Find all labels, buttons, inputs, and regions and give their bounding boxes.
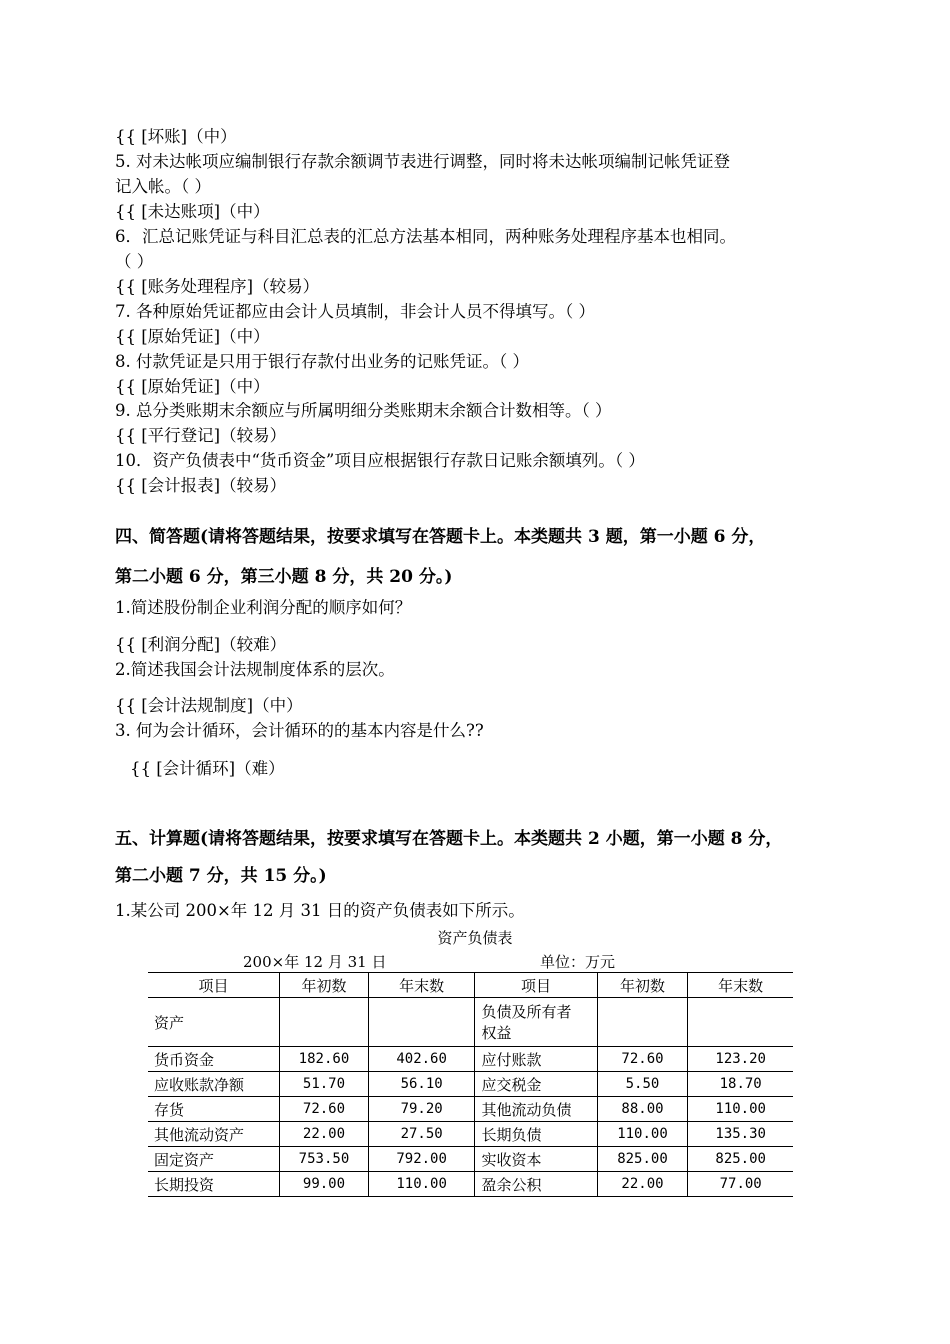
table-row — [148, 1172, 793, 1197]
item-cell: 固定资产 — [148, 1147, 280, 1172]
section-5-heading: 五、计算题(请将答题结果，按要求填写在答题卡上。本类题共 2 小题，第一小题 8 分， — [115, 829, 783, 849]
value-cell: 72.60 — [597, 1047, 688, 1072]
group-label-line: 权益 — [481, 1024, 512, 1042]
header-cell: 项目 — [475, 973, 597, 998]
question-5-line1: 5. 对未达帐项应编制银行存款余额调节表进行调整，同时将未达帐项编制记帐凭证登 — [115, 152, 730, 171]
question-8: 8. 付款凭证是只用于银行存款付出业务的记账凭证。（ ） — [115, 352, 529, 371]
item-cell: 应收账款净额 — [148, 1072, 280, 1097]
value-cell: 402.60 — [368, 1047, 475, 1072]
item-cell: 盈余公积 — [475, 1172, 597, 1197]
question-6-line2: （ ） — [115, 252, 154, 271]
table-row — [148, 1047, 793, 1072]
section-5-question-1: 1.某公司 200×年 12 月 31 日的资产负债表如下所示。 — [115, 901, 525, 920]
group-label-line: 负债及所有者 — [481, 1003, 572, 1021]
tag-line: {{ [账务处理程序]（较易） — [115, 277, 320, 296]
balance-sheet-table — [148, 972, 793, 1197]
table-row — [148, 1147, 793, 1172]
item-cell: 长期负债 — [475, 1122, 597, 1147]
item-cell: 应交税金 — [475, 1072, 597, 1097]
table-row — [148, 1072, 793, 1097]
table-title: 资产负债表 — [437, 929, 513, 947]
tag-line: {{ [利润分配]（较难） — [115, 635, 287, 654]
section-4-question-2: 2.简述我国会计法规制度体系的层次。 — [115, 660, 395, 679]
item-cell: 货币资金 — [148, 1047, 280, 1072]
item-cell: 应付账款 — [475, 1047, 597, 1072]
value-cell: 110.00 — [688, 1097, 793, 1122]
value-cell: 825.00 — [688, 1147, 793, 1172]
empty-cell — [280, 998, 369, 1047]
section-4-question-3: 3. 何为会计循环，会计循环的的基本内容是什么?? — [115, 721, 484, 740]
table-date: 200×年 12 月 31 日 — [243, 953, 387, 971]
tag-line: {{ [会计循环]（难） — [130, 759, 285, 778]
value-cell: 135.30 — [688, 1122, 793, 1147]
table-group-row — [148, 998, 793, 1047]
value-cell: 110.00 — [368, 1172, 475, 1197]
value-cell: 753.50 — [280, 1147, 369, 1172]
question-6-line1: 6．汇总记账凭证与科目汇总表的汇总方法基本相同，两种账务处理程序基本也相同。 — [115, 227, 736, 246]
tag-line: {{ [原始凭证]（中） — [115, 327, 270, 346]
header-cell: 年初数 — [280, 973, 369, 998]
header-cell: 年末数 — [368, 973, 475, 998]
tag-line: {{ [未达账项]（中） — [115, 202, 270, 221]
item-cell: 其他流动负债 — [475, 1097, 597, 1122]
group-label-assets: 资产 — [148, 998, 280, 1047]
section-4-heading: 四、简答题(请将答题结果，按要求填写在答题卡上。本类题共 3 题，第一小题 6 分， — [115, 527, 766, 547]
value-cell: 22.00 — [597, 1172, 688, 1197]
value-cell: 99.00 — [280, 1172, 369, 1197]
empty-cell — [597, 998, 688, 1047]
table-row — [148, 1097, 793, 1122]
value-cell: 825.00 — [597, 1147, 688, 1172]
question-9: 9. 总分类账期末余额应与所属明细分类账期末余额合计数相等。（ ） — [115, 401, 612, 420]
header-cell: 年初数 — [597, 973, 688, 998]
empty-cell — [688, 998, 793, 1047]
value-cell: 56.10 — [368, 1072, 475, 1097]
question-10: 10．资产负债表中“货币资金”项目应根据银行存款日记账余额填列。（ ） — [115, 451, 645, 470]
value-cell: 88.00 — [597, 1097, 688, 1122]
value-cell: 182.60 — [280, 1047, 369, 1072]
tag-line: {{ [坏账]（中） — [115, 127, 237, 146]
section-5-heading-cont: 第二小题 7 分，共 15 分。) — [115, 866, 327, 886]
item-cell: 其他流动资产 — [148, 1122, 280, 1147]
value-cell: 72.60 — [280, 1097, 369, 1122]
value-cell: 27.50 — [368, 1122, 475, 1147]
table-header-row — [148, 973, 793, 998]
value-cell: 22.00 — [280, 1122, 369, 1147]
tag-line: {{ [会计报表]（较易） — [115, 476, 287, 495]
header-cell: 年末数 — [688, 973, 793, 998]
table-unit: 单位：万元 — [540, 953, 616, 971]
value-cell: 110.00 — [597, 1122, 688, 1147]
header-cell: 项目 — [148, 973, 280, 998]
value-cell: 123.20 — [688, 1047, 793, 1072]
tag-line: {{ [会计法规制度]（中） — [115, 696, 303, 715]
value-cell: 77.00 — [688, 1172, 793, 1197]
value-cell: 79.20 — [368, 1097, 475, 1122]
item-cell: 实收资本 — [475, 1147, 597, 1172]
section-4-heading-cont: 第二小题 6 分，第三小题 8 分，共 20 分。) — [115, 567, 453, 587]
item-cell: 长期投资 — [148, 1172, 280, 1197]
value-cell: 51.70 — [280, 1072, 369, 1097]
group-label-liabilities — [475, 998, 597, 1047]
question-5-line2: 记入帐。（ ） — [115, 177, 211, 196]
tag-line: {{ [原始凭证]（中） — [115, 377, 270, 396]
tag-line: {{ [平行登记]（较易） — [115, 426, 287, 445]
value-cell: 18.70 — [688, 1072, 793, 1097]
item-cell: 存货 — [148, 1097, 280, 1122]
section-4-question-1: 1.简述股份制企业利润分配的顺序如何？ — [115, 598, 412, 617]
table-row — [148, 1122, 793, 1147]
empty-cell — [368, 998, 475, 1047]
value-cell: 792.00 — [368, 1147, 475, 1172]
value-cell: 5.50 — [597, 1072, 688, 1097]
question-7: 7. 各种原始凭证都应由会计人员填制，非会计人员不得填写。（ ） — [115, 302, 595, 321]
